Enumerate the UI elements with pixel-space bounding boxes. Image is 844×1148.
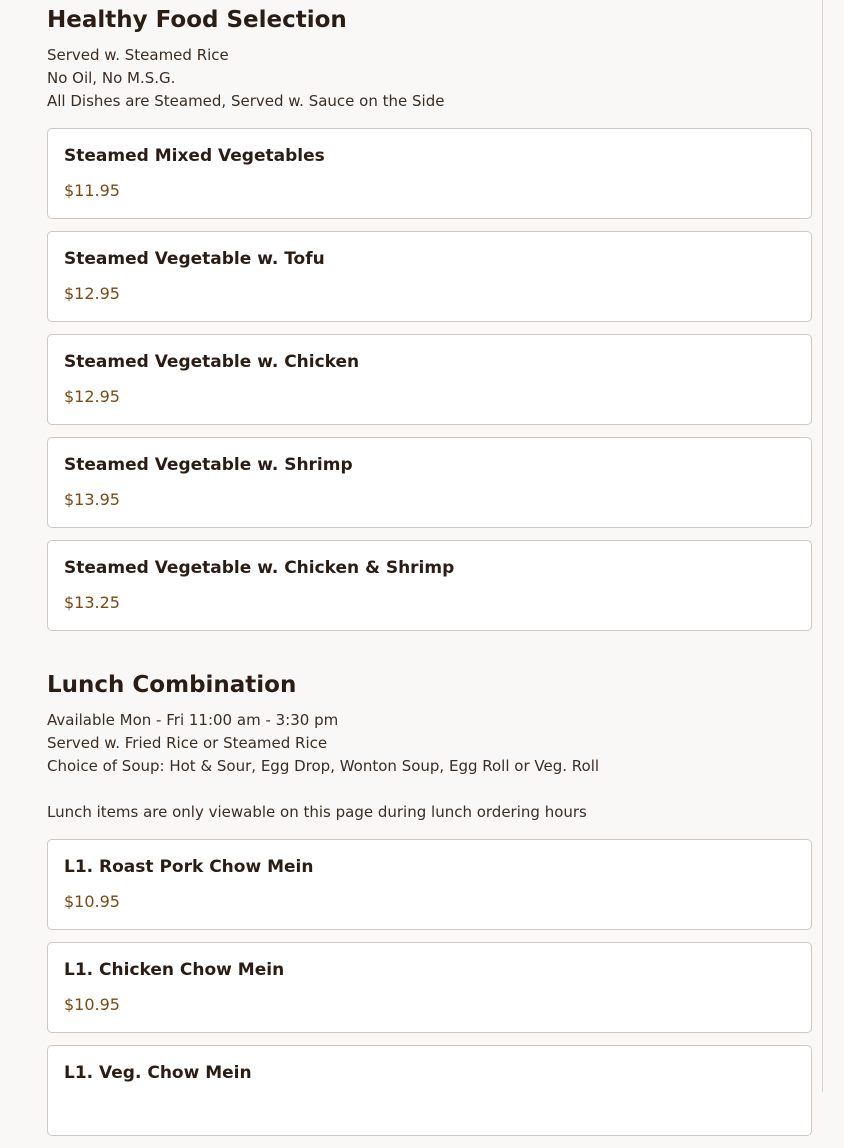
menu-item-card[interactable] (47, 1045, 812, 1136)
description-line: Served w. Steamed Rice (47, 46, 229, 64)
section-description (47, 44, 812, 113)
description-line: No Oil, No M.S.G. (47, 69, 176, 87)
item-name: Steamed Vegetable w. Chicken (64, 352, 360, 372)
menu-item-card[interactable] (47, 540, 812, 631)
lunch-item-list (47, 839, 812, 1148)
item-name: L1. Chicken Chow Mein (64, 960, 285, 980)
item-price: $13.25 (64, 593, 120, 612)
description-line: Served w. Fried Rice or Steamed Rice (47, 734, 328, 752)
item-price: $12.95 (64, 387, 120, 406)
healthy-section (47, 6, 812, 113)
item-name: Steamed Vegetable w. Tofu (64, 249, 325, 269)
item-price: $10.95 (64, 995, 120, 1014)
item-name: Steamed Vegetable w. Shrimp (64, 455, 353, 475)
content-divider (822, 0, 823, 1092)
item-name: L1. Veg. Chow Mein (64, 1063, 252, 1083)
menu-item-card[interactable] (47, 231, 812, 322)
lunch-section (47, 671, 812, 824)
healthy-item-list (47, 128, 812, 643)
item-price: $10.95 (64, 892, 120, 911)
item-price: $12.95 (64, 284, 120, 303)
item-name: Steamed Vegetable w. Chicken & Shrimp (64, 558, 455, 578)
menu-item-card[interactable] (47, 839, 812, 930)
spacer (47, 778, 812, 801)
description-line: All Dishes are Steamed, Served w. Sauce on the Side (47, 92, 445, 110)
menu-item-card[interactable] (47, 334, 812, 425)
item-price: $13.95 (64, 490, 120, 509)
section-title-healthy: Healthy Food Selection (47, 7, 347, 33)
description-line: Available Mon - Fri 11:00 am - 3:30 pm (47, 711, 339, 729)
menu-item-card[interactable] (47, 942, 812, 1033)
section-title-lunch: Lunch Combination (47, 672, 297, 698)
menu-item-card[interactable] (47, 437, 812, 528)
item-name: Steamed Mixed Vegetables (64, 146, 325, 166)
item-name: L1. Roast Pork Chow Mein (64, 857, 314, 877)
lunch-hours-note: Lunch items are only viewable on this page during lunch ordering hours (47, 803, 587, 821)
section-description (47, 709, 812, 824)
description-line: Choice of Soup: Hot & Sour, Egg Drop, Wonton Soup, Egg Roll or Veg. Roll (47, 757, 600, 775)
item-price: $11.95 (64, 181, 120, 200)
menu-item-card[interactable] (47, 128, 812, 219)
